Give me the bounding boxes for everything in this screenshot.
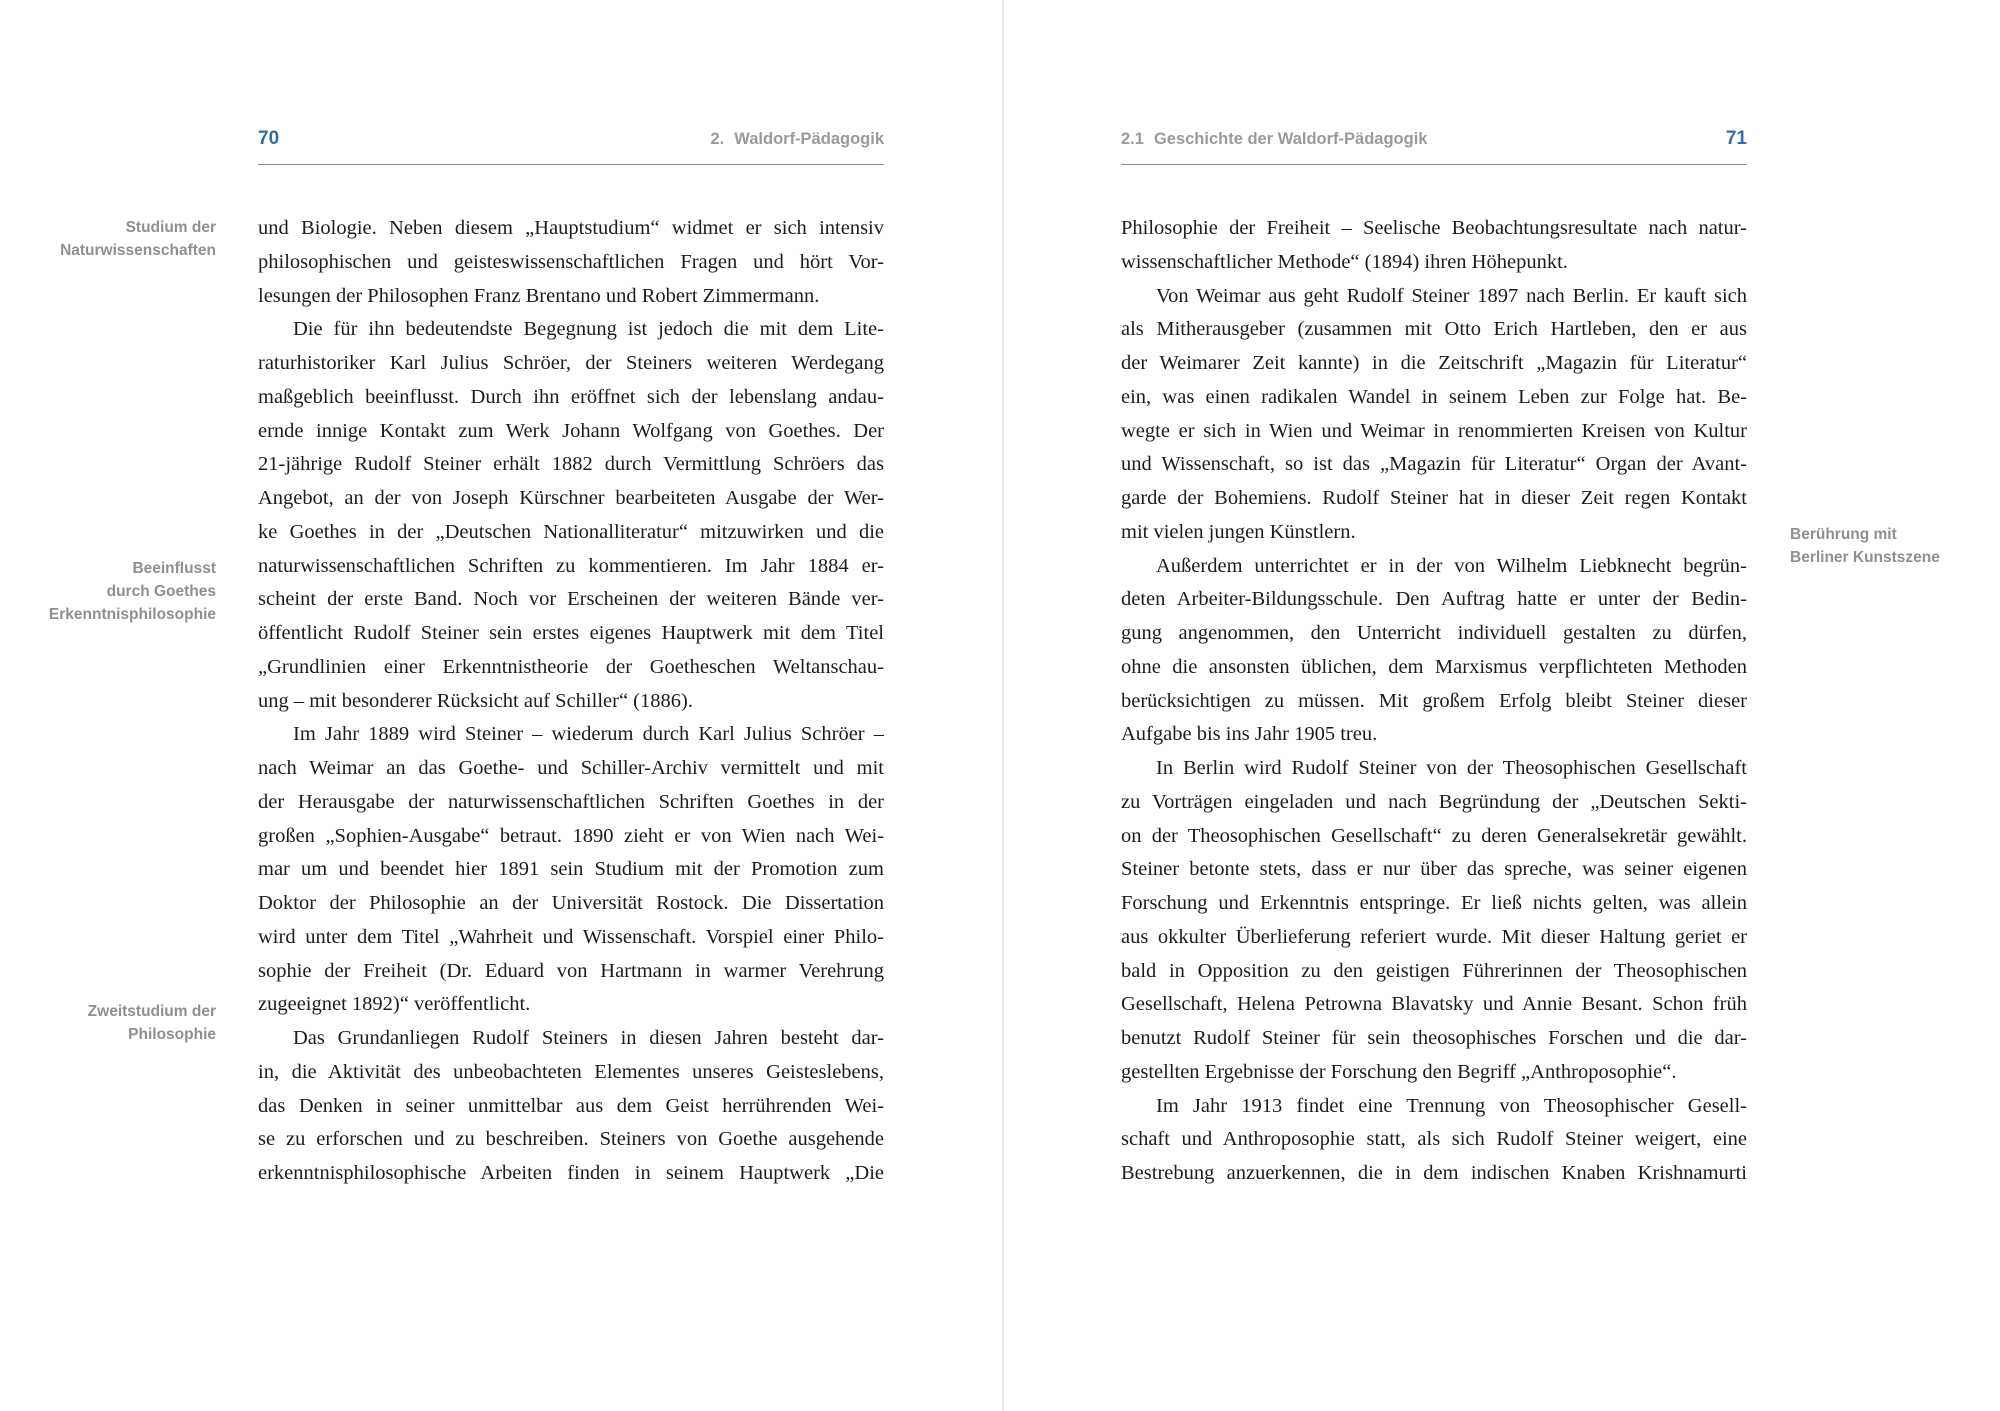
left-running-head: [711, 130, 885, 149]
right-running-head: [1121, 130, 1427, 149]
text-line: ung – mit besonderer Rücksicht auf Schiller“ (1886).: [258, 689, 693, 712]
text-line: aus okkulter Überlieferung referiert wurde. Mit dieser Haltung geriet er: [1121, 925, 1747, 948]
margin-note-line: Berührung mit: [1790, 526, 1897, 543]
margin-note-line: Studium der: [125, 219, 216, 236]
text-line: Doktor der Philosophie an der Universität Rostock. Die Dissertation: [258, 892, 884, 914]
text-line: on der Theosophischen Gesellschaft“ zu deren Generalsekretär gewählt.: [1121, 824, 1747, 847]
margin-note-goethe: [20, 557, 216, 626]
text-line: Im Jahr 1889 wird Steiner – wiederum durch Karl Julius Schröer –: [293, 723, 884, 746]
text-line: deten Arbeiter-Bildungsschule. Den Auftrag hatte er unter der Bedin-: [1121, 588, 1747, 611]
margin-note-line: Naturwissenschaften: [60, 242, 216, 259]
text-line: ohne die ansonsten üblichen, dem Marxismus verpflichteten Methoden: [1121, 655, 1747, 678]
text-line: In Berlin wird Rudolf Steiner von der Theosophischen Gesellschaft: [1156, 757, 1747, 779]
margin-note-studium: [20, 216, 216, 262]
text-line: der Weimarer Zeit kannte) in die Zeitschrift „Magazin für Literatur“: [1121, 352, 1747, 374]
right-page: [1004, 0, 2000, 1411]
text-line: 21-jährige Rudolf Steiner erhält 1882 durch Vermittlung Schröers das: [258, 453, 884, 476]
text-line: Außerdem unterrichtet er in der von Wilhelm Liebknecht begrün-: [1156, 554, 1747, 577]
text-line: Von Weimar aus geht Rudolf Steiner 1897 nach Berlin. Er kauft sich: [1156, 284, 1747, 307]
text-line: sophie der Freiheit (Dr. Eduard von Hartmann in warmer Verehrung: [258, 959, 884, 982]
text-line: in, die Aktivität des unbeobachteten Elementes unseres Geisteslebens,: [258, 1060, 884, 1083]
text-line: wissenschaftlicher Methode“ (1894) ihren Höhepunkt.: [1121, 250, 1568, 273]
text-line: Forschung und Erkenntnis entspringe. Er ließ nichts gelten, was allein: [1121, 892, 1747, 914]
left-running-head-number: 2.: [710, 130, 725, 148]
text-line: scheint der erste Band. Noch vor Erscheinen der weiteren Bände ver-: [258, 588, 884, 611]
text-line: Aufgabe bis ins Jahr 1905 treu.: [1121, 723, 1378, 746]
text-line: se zu erforschen und zu beschreiben. Steiners von Goethe ausgehende: [258, 1128, 884, 1151]
text-line: großen „Sophien-Ausgabe“ betraut. 1890 zieht er von Wien nach Wei-: [258, 824, 884, 847]
margin-note-line: Beeinflusst: [132, 560, 216, 577]
right-running-head-title: Geschichte der Waldorf-Pädagogik: [1153, 130, 1428, 148]
text-line: ernde innige Kontakt zum Werk Johann Wolfgang von Goethes. Der: [258, 419, 884, 442]
margin-note-line: durch Goethes: [106, 583, 216, 600]
text-line: Bestrebung anzuerkennen, die in dem indischen Knaben Krishnamurti: [1121, 1162, 1747, 1184]
text-line: der Herausgabe der naturwissenschaftlichen Schriften Goethes in der: [258, 790, 884, 813]
text-line: und Biologie. Neben diesem „Hauptstudium“ widmet er sich intensiv: [258, 217, 884, 239]
left-body-text: [258, 212, 884, 1191]
text-line: ke Goethes in der „Deutschen Nationalliteratur“ mitzuwirken und die: [258, 520, 884, 543]
text-line: zu Vorträgen eingeladen und nach Begründung der „Deutschen Sekti-: [1121, 790, 1747, 813]
left-running-head-title: Waldorf-Pädagogik: [734, 130, 884, 148]
text-line: Steiner betonte stets, dass er nur über das spreche, was seiner eigenen: [1121, 858, 1747, 881]
text-line: maßgeblich beeinflusst. Durch ihn eröffnet sich der lebenslang andau-: [258, 385, 884, 408]
text-line: naturwissenschaftlichen Schriften zu kommentieren. Im Jahr 1884 er-: [258, 554, 884, 577]
text-line: Angebot, an der von Joseph Kürschner bearbeiteten Ausgabe der Wer-: [258, 487, 884, 509]
text-line: wegte er sich in Wien und Weimar in renommierten Kreisen von Kultur: [1121, 419, 1747, 442]
text-line: mit vielen jungen Künstlern.: [1121, 520, 1356, 543]
right-body-text: [1121, 212, 1747, 1191]
text-line: bald in Opposition zu den geistigen Führerinnen der Theosophischen: [1121, 959, 1747, 982]
text-line: benutzt Rudolf Steiner für sein theosophisches Forschen und die dar-: [1121, 1027, 1747, 1049]
text-line: Die für ihn bedeutendste Begegnung ist jedoch die mit dem Lite-: [293, 318, 884, 341]
text-line: berücksichtigen zu müssen. Mit großem Erfolg bleibt Steiner dieser: [1121, 689, 1747, 712]
left-page-number: 70: [258, 128, 280, 149]
text-line: wird unter dem Titel „Wahrheit und Wissenschaft. Vorspiel einer Philo-: [258, 925, 884, 948]
text-line: schaft und Anthroposophie statt, als sich Rudolf Steiner weigert, eine: [1121, 1128, 1747, 1151]
text-line: garde der Bohemiens. Rudolf Steiner hat in dieser Zeit regen Kontakt: [1121, 487, 1747, 509]
margin-note-line: Berliner Kunstszene: [1790, 549, 1940, 566]
text-line: zugeeignet 1892)“ veröffentlicht.: [258, 993, 531, 1016]
margin-note-berlin: [1790, 523, 1980, 569]
text-line: erkenntnisphilosophische Arbeiten finden in seinem Hauptwerk „Die: [258, 1162, 884, 1184]
margin-note-line: Philosophie: [128, 1026, 216, 1043]
text-line: das Denken in seiner unmittelbar aus dem Geist herrührenden Wei-: [258, 1094, 884, 1117]
right-running-header: [1121, 124, 1747, 165]
text-line: philosophischen und geisteswissenschaftlichen Fragen und hört Vor-: [258, 250, 884, 273]
text-line: raturhistoriker Karl Julius Schröer, der Steiners weiteren Werdegang: [258, 352, 884, 374]
text-line: gestellten Ergebnisse der Forschung den Begriff „Anthroposophie“.: [1121, 1060, 1677, 1083]
text-line: Im Jahr 1913 findet eine Trennung von Theosophischer Gesell-: [1156, 1094, 1747, 1117]
text-line: Das Grundanliegen Rudolf Steiners in diesen Jahren besteht dar-: [293, 1027, 884, 1049]
text-line: Philosophie der Freiheit – Seelische Beobachtungsresultate nach natur-: [1121, 217, 1747, 239]
text-line: als Mitherausgeber (zusammen mit Otto Erich Hartleben, den er aus: [1121, 318, 1747, 341]
text-line: gung angenommen, den Unterricht individuell gestalten zu dürfen,: [1121, 622, 1747, 644]
text-line: lesungen der Philosophen Franz Brentano und Robert Zimmermann.: [258, 284, 820, 307]
text-line: und Wissenschaft, so ist das „Magazin für Literatur“ Organ der Avant-: [1121, 453, 1747, 476]
text-line: Gesellschaft, Helena Petrowna Blavatsky und Annie Besant. Schon früh: [1121, 993, 1747, 1016]
text-line: „Grundlinien einer Erkenntnistheorie der Goetheschen Weltanschau-: [258, 655, 884, 678]
margin-note-line: Erkenntnisphilosophie: [48, 606, 216, 623]
text-line: öffentlicht Rudolf Steiner sein erstes eigenes Hauptwerk mit dem Titel: [258, 622, 884, 644]
text-line: ein, was einen radikalen Wandel in seinem Leben zur Folge hat. Be-: [1121, 385, 1747, 408]
margin-note-zweitstudium: [20, 1000, 216, 1046]
right-page-number: 71: [1725, 128, 1747, 149]
left-running-header: [258, 124, 884, 165]
right-running-head-number: 2.1: [1121, 130, 1144, 148]
margin-note-line: Zweitstudium der: [87, 1003, 216, 1020]
text-line: mar um und beendet hier 1891 sein Studium mit der Promotion zum: [258, 858, 884, 881]
text-line: nach Weimar an das Goethe- und Schiller-Archiv vermittelt und mit: [258, 757, 884, 779]
